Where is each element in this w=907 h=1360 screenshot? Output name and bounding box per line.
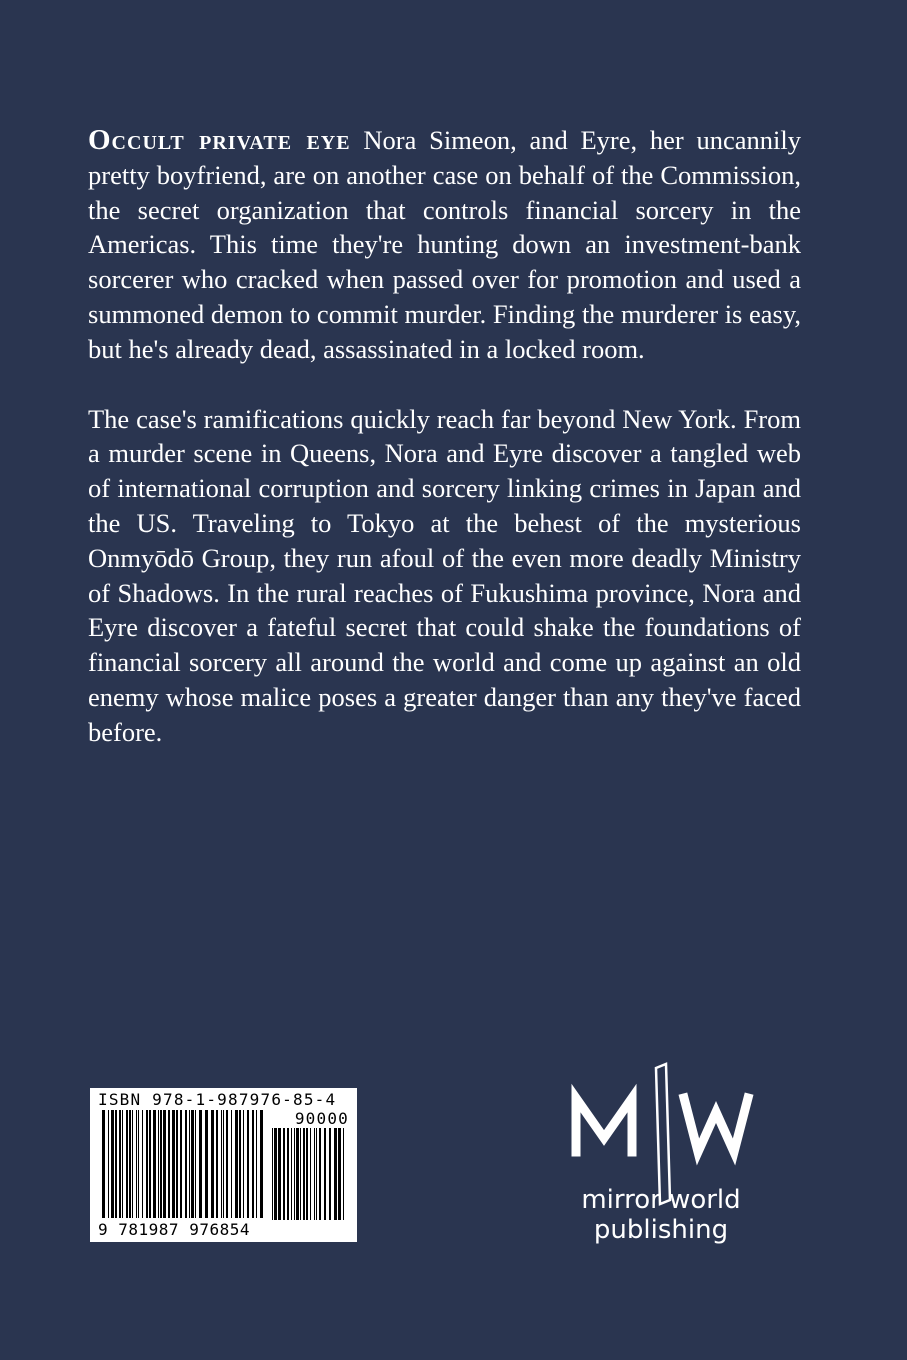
isbn-barcode [90,1088,357,1242]
blurb-paragraph-2: The case's ramifications quickly reach far beyond New York. From a murder scene in Queens, Nora and Eyre discover a tangled web of international corruption and sorcery linking crimes in Japan and the US. Traveling to Tokyo at the behest of the mysterious Onmyōdō Group, they run afoul of the even more deadly Ministry of Shadows. In the rural reaches of Fukushima province, Nora and Eyre discover a fateful secret that could shake the foundations of financial sorcery all around the world and come up against an old enemy whose malice poses a greater danger than any they've faced before. [88,403,801,747]
barcode-bars [100,1110,265,1218]
back-cover-blurb [88,123,801,750]
barcode-addon-bars [270,1128,350,1220]
blurb-paragraph-1 [88,123,801,367]
publisher-name-line1: mirror world [581,1185,741,1215]
publisher-name-line2: publishing [593,1215,729,1245]
isbn-label: ISBN 978-1-987976-85-4 [98,1090,337,1109]
ean-digits: 9 781987 976854 [98,1220,250,1239]
price-code: 90000 [294,1109,349,1128]
blurb-lead-in: Occult private eye [88,124,351,156]
blurb-paragraph-1-text: Nora Simeon, and Eyre, her uncannily pretty boyfriend, are on another case on behalf of the Commission, the secret organization that controls financial sorcery in the Americas. This time they're hunting down an investment-bank sorcerer who cracked when passed over for promotion and used a summoned demon to commit murder. Finding the murderer is easy, but he's already dead, assassinated in a locked room. [88,125,801,364]
